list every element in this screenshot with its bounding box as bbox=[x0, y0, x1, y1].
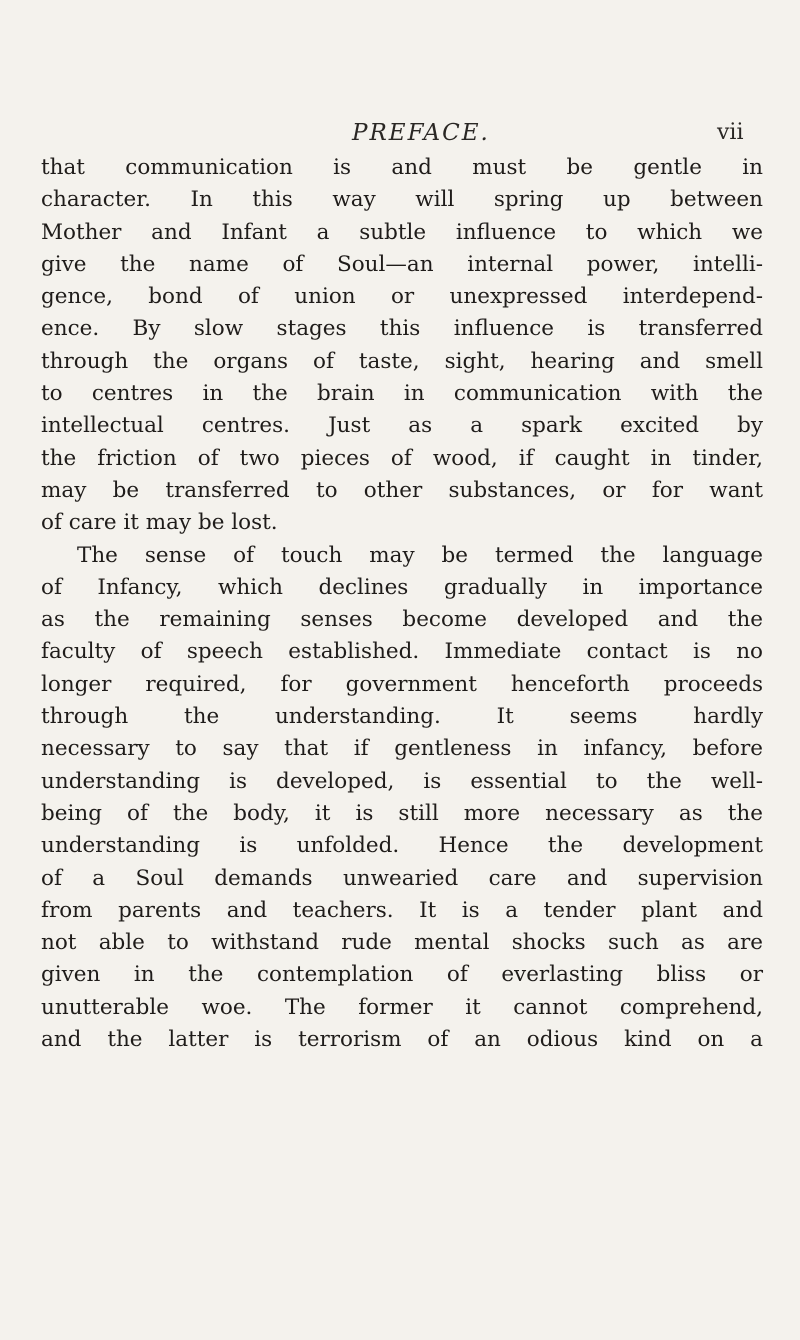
text-line: through the organs of taste, sight, hearing and smell bbox=[41, 348, 763, 374]
text-line: unutterable woe. The former it cannot comprehend, bbox=[41, 994, 763, 1020]
page-number: vii bbox=[717, 120, 744, 145]
text-line: that communication is and must be gentle in bbox=[41, 155, 763, 180]
text-line: of care it may be lost. bbox=[41, 510, 278, 536]
text-line: understanding is unfolded. Hence the development bbox=[41, 833, 763, 859]
text-line: necessary to say that if gentleness in infancy, before bbox=[41, 736, 763, 762]
text-line: gence, bond of union or unexpressed interdepend- bbox=[41, 284, 763, 310]
text-line: understanding is developed, is essential to the well- bbox=[41, 768, 763, 794]
body-text bbox=[41, 152, 763, 1056]
text-line: intellectual centres. Just as a spark excited by bbox=[41, 413, 763, 439]
text-line: as the remaining senses become developed and the bbox=[41, 607, 763, 633]
text-line: faculty of speech established. Immediate contact is no bbox=[41, 639, 763, 665]
text-line: from parents and teachers. It is a tender plant and bbox=[41, 897, 763, 923]
text-line: may be transferred to other substances, or for want bbox=[41, 477, 763, 503]
running-title: PREFACE. bbox=[352, 120, 490, 146]
text-line: The sense of touch may be termed the language bbox=[77, 542, 763, 568]
text-line: and the latter is terrorism of an odious kind on a bbox=[41, 1027, 763, 1053]
text-line: the friction of two pieces of wood, if caught in tinder, bbox=[41, 445, 763, 471]
text-line: not able to withstand rude mental shocks such as are bbox=[41, 930, 763, 956]
text-line: of Infancy, which declines gradually in importance bbox=[41, 574, 763, 600]
text-line: longer required, for government henceforth proceeds bbox=[41, 671, 763, 697]
text-line: ence. By slow stages this influence is transferred bbox=[41, 316, 763, 342]
text-line: of a Soul demands unwearied care and supervision bbox=[41, 865, 763, 891]
text-line: to centres in the brain in communication with the bbox=[41, 381, 763, 407]
text-line: given in the contemplation of everlasting bliss or bbox=[41, 962, 763, 988]
text-line: give the name of Soul—an internal power, intelli- bbox=[41, 251, 763, 277]
text-line: through the understanding. It seems hardly bbox=[41, 704, 763, 730]
text-line: character. In this way will spring up between bbox=[41, 187, 763, 213]
text-line: Mother and Infant a subtle influence to which we bbox=[41, 219, 763, 245]
text-line: being of the body, it is still more necessary as the bbox=[41, 800, 763, 826]
